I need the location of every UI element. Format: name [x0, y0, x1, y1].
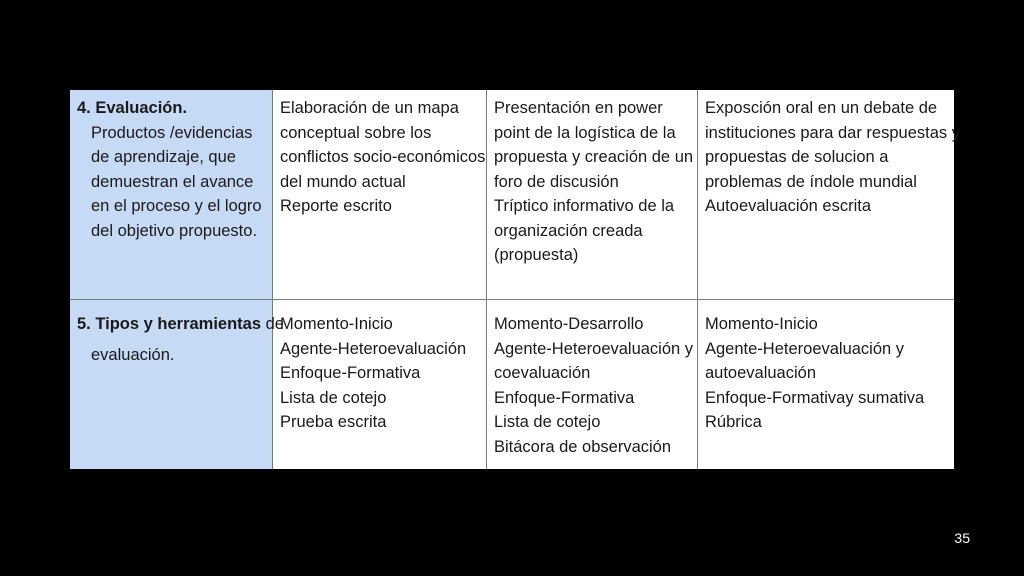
row-header-line: en el proceso y el logro — [91, 197, 262, 215]
row-header-line: Productos /evidencias — [91, 123, 253, 142]
row-header-tipos — [70, 300, 284, 469]
cell-line: conflictos socio-económicos — [280, 148, 486, 166]
cell-line: Momento-Desarrollo — [494, 315, 644, 333]
row-header-evaluacion — [70, 90, 273, 300]
cell-line: del mundo actual — [280, 172, 406, 191]
table-cell-r2-c2 — [487, 300, 698, 469]
cell-line: Momento-Inicio — [280, 315, 393, 333]
cell-line: instituciones para dar respuestas y — [705, 123, 960, 142]
table-cell-r2-c3 — [698, 300, 954, 469]
row-header-title-rest: de — [261, 315, 284, 333]
cell-line: Lista de cotejo — [494, 413, 601, 431]
cell-line: Rúbrica — [705, 413, 762, 431]
row-header-line: de aprendizaje, que — [91, 148, 236, 166]
cell-line: autoevaluación — [705, 364, 817, 382]
cell-line: Tríptico informativo de la — [494, 197, 675, 215]
cell-line: Reporte escrito — [280, 197, 392, 215]
row-header-line: evaluación. — [91, 345, 175, 364]
cell-line: point de la logística de la — [494, 123, 676, 142]
cell-line: Enfoque-Formativay sumativa — [705, 388, 925, 407]
cell-line: (propuesta) — [494, 246, 579, 264]
cell-line: problemas de índole mundial — [705, 172, 917, 191]
cell-line: propuesta y creación de un — [494, 148, 694, 166]
cell-line: Agente-Heteroevaluación — [280, 339, 467, 358]
cell-line: propuestas de solucion a — [705, 148, 889, 166]
cell-line: Bitácora de observación — [494, 437, 672, 456]
evaluation-table — [70, 90, 960, 469]
cell-line: Prueba escrita — [280, 413, 387, 431]
row-header-title-bold: 5. Tipos y herramientas — [77, 315, 262, 333]
cell-line: Enfoque-Formativa — [494, 388, 635, 407]
table-cell-r2-c1 — [273, 300, 487, 469]
cell-line: Agente-Heteroevaluación y — [494, 339, 694, 358]
cell-line: Exposción oral en un debate de — [705, 99, 938, 117]
table-cell-r1-c1 — [273, 90, 487, 300]
cell-line: organización creada — [494, 221, 643, 240]
cell-line: Presentación en power — [494, 99, 663, 117]
row-header-title: 4. Evaluación. — [77, 99, 188, 117]
cell-line: foro de discusión — [494, 172, 619, 191]
row-header-line: demuestran el avance — [91, 172, 254, 191]
table-cell-r1-c3 — [698, 90, 960, 300]
cell-line: conceptual sobre los — [280, 123, 432, 142]
cell-line: Agente-Heteroevaluación y — [705, 339, 905, 358]
cell-line: coevaluación — [494, 364, 591, 382]
slide-page-number: 35 — [954, 530, 970, 546]
cell-line: Momento-Inicio — [705, 315, 818, 333]
table-cell-r1-c2 — [487, 90, 698, 300]
cell-line: Elaboración de un mapa — [280, 99, 459, 117]
cell-line: Lista de cotejo — [280, 388, 387, 407]
row-header-title — [77, 312, 284, 337]
row-header-line: del objetivo propuesto. — [91, 221, 258, 240]
cell-line: Autoevaluación escrita — [705, 197, 872, 215]
cell-line: Enfoque-Formativa — [280, 364, 421, 382]
